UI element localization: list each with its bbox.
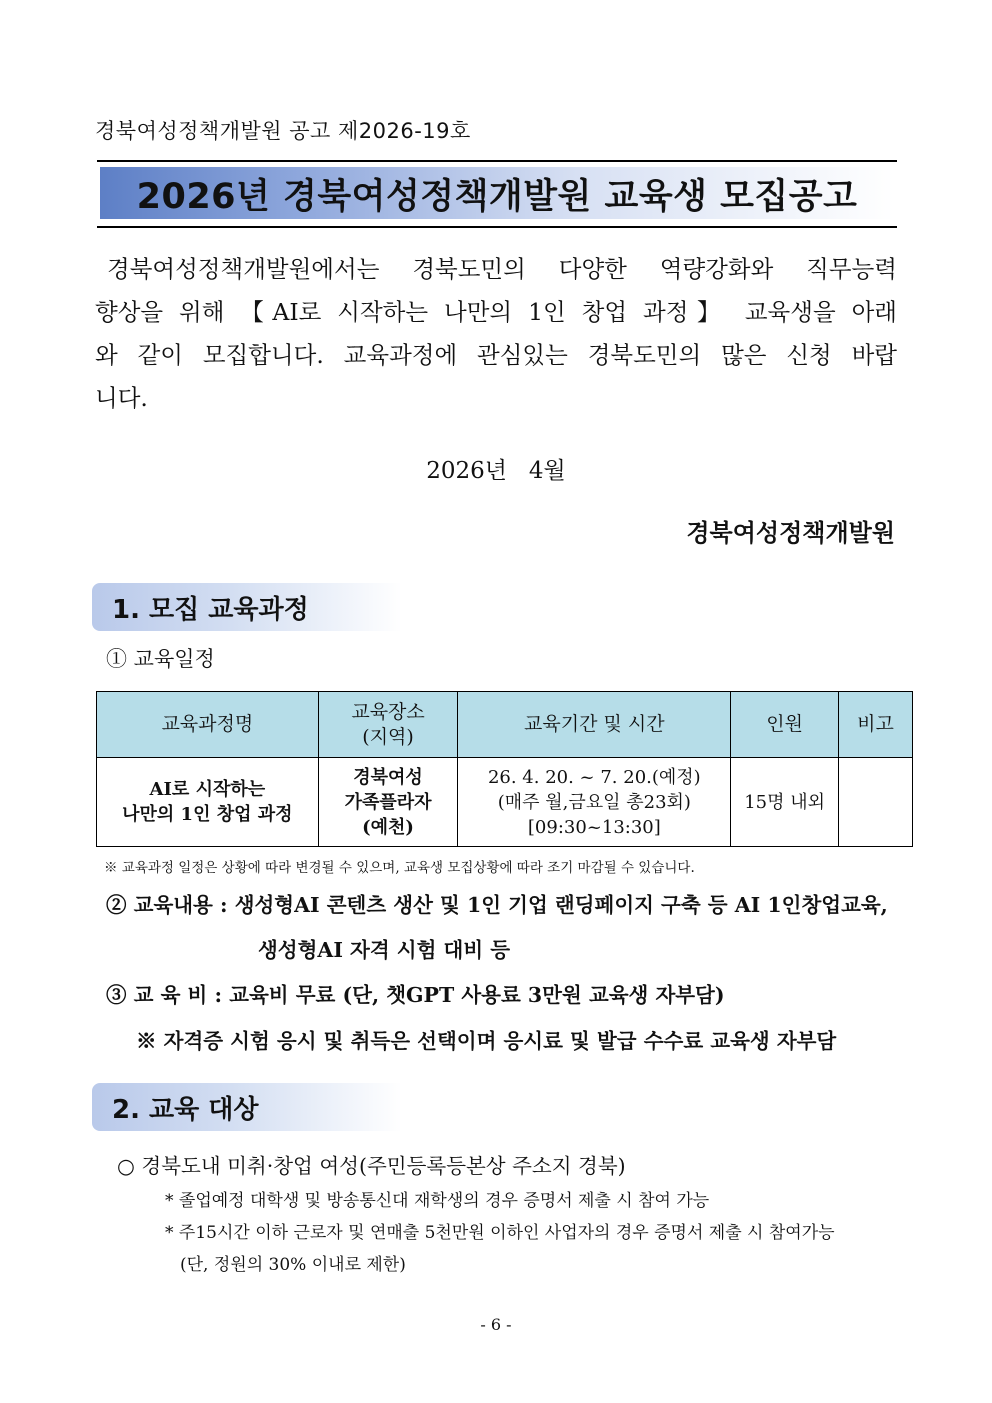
intro-paragraph [95, 248, 897, 377]
place-line1: 경북여성 [353, 766, 423, 788]
title-banner [97, 160, 897, 228]
period-line1: 26. 4. 20. ~ 7. 20.(예정) [487, 766, 701, 788]
intro-line-3: 와 같이 모집합니다. 교육과정에 관심있는 경북도민의 많은 신청 바랍 [95, 341, 897, 369]
section1-heading-text: 1. 모집 교육과정 [112, 595, 309, 625]
header-place-line2: (지역) [362, 725, 414, 748]
content-line-2: 생성형AI 자격 시험 대비 등 [258, 938, 511, 962]
header-place-line1: 교육장소 [351, 700, 425, 723]
target-description: ○ 경북도내 미취·창업 여성(주민등록등본상 주소지 경북) [117, 1154, 626, 1178]
section1-heading [92, 583, 402, 631]
notice-number: 경북여성정책개발원 공고 제2026-19호 [95, 119, 471, 143]
page-number: - 6 - [480, 1315, 512, 1334]
organization-name: 경북여성정책개발원 [686, 518, 895, 547]
footnote-3: (단, 정원의 30% 이내로 제한) [180, 1255, 406, 1275]
page-title: 2026년 경북여성정책개발원 교육생 모집공고 [136, 177, 858, 217]
course-line2: 나만의 1인 창업 과정 [122, 804, 293, 825]
header-place [318, 692, 458, 758]
cell-people: 15명 내외 [731, 758, 839, 847]
period-line2: (매주 월,금요일 총23회) [497, 791, 691, 813]
header-course: 교육과정명 [97, 692, 319, 758]
table-row [97, 758, 913, 847]
cell-note [839, 758, 913, 847]
fee-line: ③ 교 육 비 : 교육비 무료 (단, 챗GPT 사용료 3만원 교육생 자부담) [106, 983, 725, 1007]
schedule-label: ① 교육일정 [106, 647, 215, 671]
intro-line-2: 향상을 위해 【AI로 시작하는 나만의 1인 창업 과정】 교육생을 아래 [95, 298, 897, 326]
announcement-date: 2026년 4월 [426, 458, 566, 484]
content-line-1: ② 교육내용 : 생성형AI 콘텐츠 생산 및 1인 기업 랜딩페이지 구축 등 AI 1인창업교육, [106, 893, 888, 917]
footnote-2: * 주15시간 이하 근로자 및 연매출 5천만원 이하인 사업자의 경우 증명서 제출 시 참여가능 [165, 1223, 835, 1243]
intro-line-4: 니다. [95, 384, 148, 412]
header-period: 교육기간 및 시간 [458, 692, 731, 758]
header-people: 인원 [731, 692, 839, 758]
cert-note: ※ 자격증 시험 응시 및 취득은 선택이며 응시료 및 발급 수수료 교육생 자부담 [136, 1029, 837, 1053]
course-line1: AI로 시작하는 [149, 779, 266, 800]
place-line3: (예천) [362, 816, 414, 838]
schedule-table [96, 691, 913, 847]
cell-course [97, 758, 319, 847]
period-line3: [09:30~13:30] [527, 816, 661, 838]
cell-period [458, 758, 731, 847]
table-header-row [97, 692, 913, 758]
footnote-1: * 졸업예정 대학생 및 방송통신대 재학생의 경우 증명서 제출 시 참여 가능 [165, 1191, 710, 1211]
place-line2: 가족플라자 [344, 791, 432, 813]
section2-heading-text: 2. 교육 대상 [112, 1095, 259, 1125]
cell-place [318, 758, 458, 847]
section2-heading [92, 1083, 402, 1131]
header-note: 비고 [839, 692, 913, 758]
intro-line-1: 경북여성정책개발원에서는 경북도민의 다양한 역량강화와 직무능력 [107, 255, 897, 283]
table-note: ※ 교육과정 일정은 상황에 따라 변경될 수 있으며, 교육생 모집상황에 따라 조기 마감될 수 있습니다. [104, 860, 695, 876]
